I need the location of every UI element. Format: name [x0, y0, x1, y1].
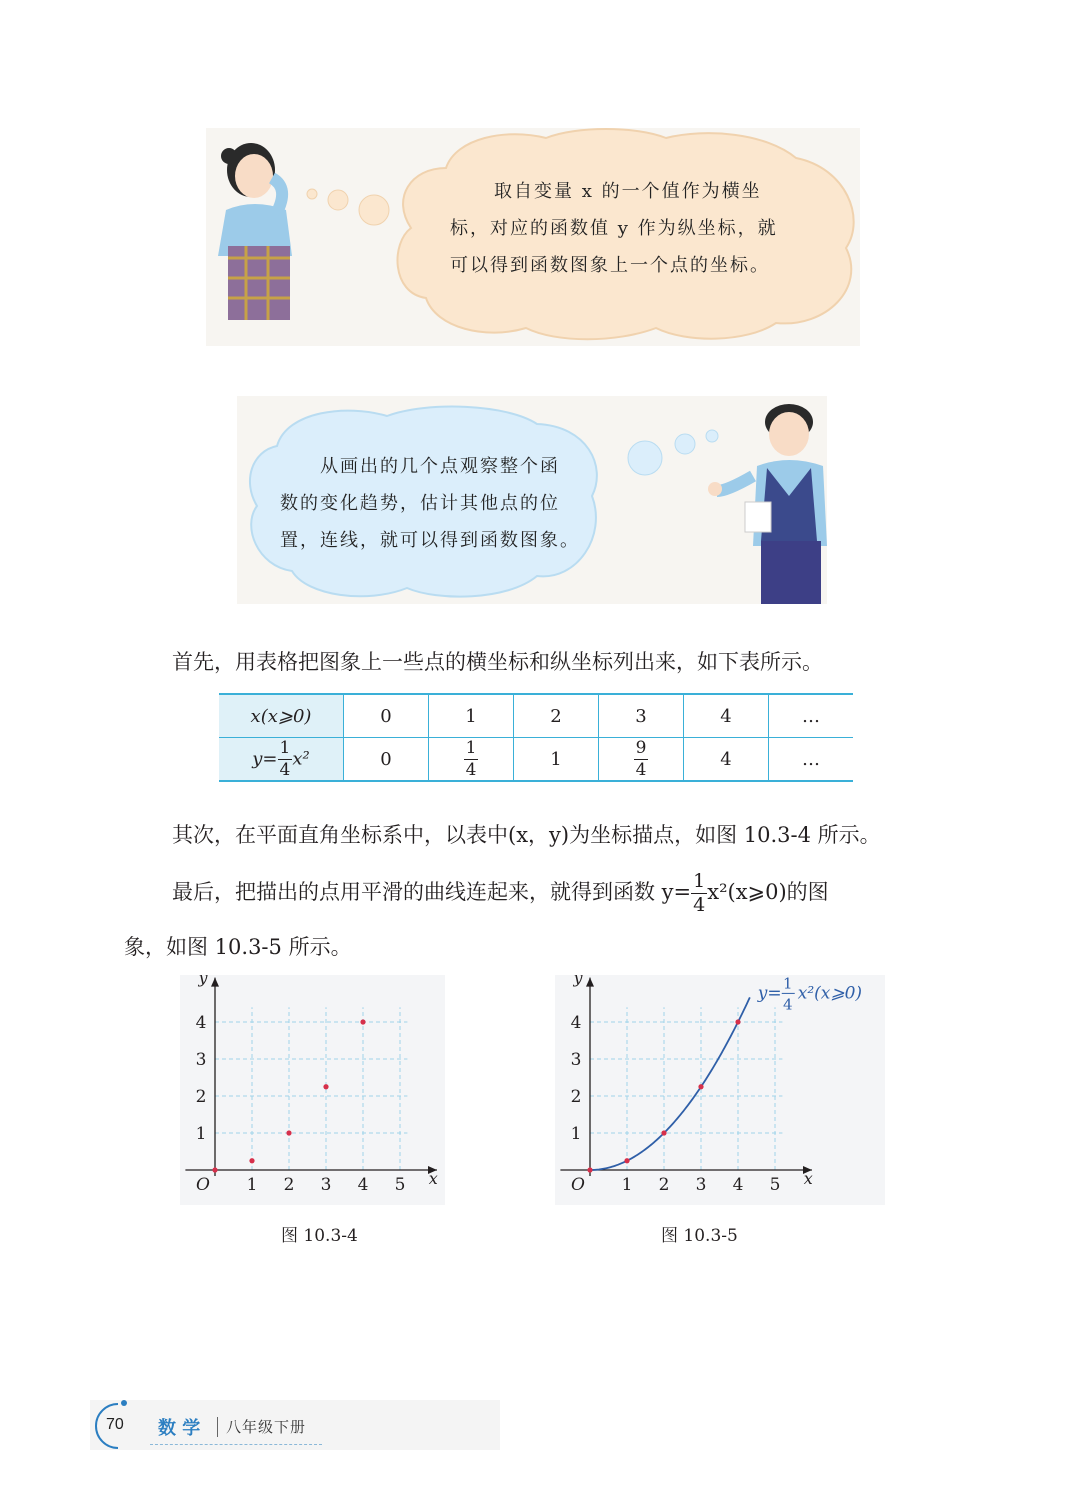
fraction: $\frac{1}{4}$ — [693, 870, 706, 916]
girl-bubble-line-2: 标，对应的函数值 y 作为纵坐标，就 — [450, 218, 778, 239]
y-tick-label: 1 — [195, 1124, 207, 1144]
paragraph-first: 首先，用表格把图象上一些点的横坐标和纵坐标列出来，如下表所示。 — [172, 650, 823, 674]
table-header-y: y= $\frac{1}{4}$ x² — [219, 738, 344, 782]
paragraph-third: 最后，把描出的点用平滑的曲线连起来，就得到函数 y= $\frac{1}{4}$ x²(x⩾0)的图 — [172, 870, 829, 916]
origin-label: O — [196, 1175, 210, 1195]
x-tick-label: 1 — [246, 1175, 258, 1195]
data-point — [624, 1158, 629, 1163]
curve-label-suffix: x²(x⩾0) — [797, 983, 863, 1004]
curve-label-denominator: 4 — [782, 995, 793, 1014]
x-axis-label: x — [803, 1169, 813, 1188]
girl-bubble-line-1: 取自变量 x 的一个值作为横坐 — [494, 181, 762, 202]
boy-bubble-line-3: 置，连线，就可以得到函数图象。 — [280, 530, 580, 551]
y-tick-label: 4 — [570, 1013, 582, 1033]
table-cell-y: … — [769, 738, 854, 782]
y-tick-label: 2 — [570, 1087, 582, 1107]
y-axis-label: y — [198, 975, 208, 988]
table-cell-x: 3 — [599, 694, 684, 738]
x-tick-label: 3 — [320, 1175, 332, 1195]
data-point — [286, 1130, 291, 1135]
footer-subject: 数 学 — [158, 1418, 201, 1439]
table-row-y — [219, 738, 853, 782]
footer-divider — [217, 1417, 218, 1437]
table-cell-y: 0 — [344, 738, 429, 782]
footer-dashed-line — [150, 1444, 322, 1445]
y-tick-label: 2 — [195, 1087, 207, 1107]
x-tick-label: 4 — [732, 1175, 744, 1195]
boy-bubble-line-2: 数的变化趋势，估计其他点的位 — [280, 493, 560, 514]
data-point — [212, 1167, 217, 1172]
table-cell-y: 4 — [684, 738, 769, 782]
boy-bubble-line-1: 从画出的几个点观察整个函 — [320, 456, 560, 477]
x-tick-label: 2 — [658, 1175, 670, 1195]
girl-bubble-line-3: 可以得到函数图象上一个点的坐标。 — [450, 255, 770, 276]
origin-label: O — [571, 1175, 585, 1195]
curve-label-prefix: y= — [757, 983, 782, 1004]
y-tick-label: 4 — [195, 1013, 207, 1033]
x-tick-label: 1 — [621, 1175, 633, 1195]
caption-figure-10-3-5: 图 10.3-5 — [661, 1226, 738, 1246]
paragraph-fourth: 象，如图 10.3-5 所示。 — [124, 935, 352, 959]
table-cell-y: 1 — [514, 738, 599, 782]
paragraph-second: 其次，在平面直角坐标系中，以表中(x，y)为坐标描点，如图 10.3-4 所示。 — [172, 823, 881, 847]
data-point — [360, 1019, 365, 1024]
table-cell-x: 4 — [684, 694, 769, 738]
footer-grade: 八年级下册 — [226, 1418, 307, 1436]
table-header-x: x(x⩾0) — [219, 694, 344, 738]
table-cell-x: … — [769, 694, 854, 738]
table-cell-x: 1 — [429, 694, 514, 738]
chart-figure-10-3-5 — [555, 975, 885, 1205]
y-tick-label: 3 — [195, 1050, 207, 1070]
x-tick-label: 3 — [695, 1175, 707, 1195]
x-tick-label: 5 — [394, 1175, 406, 1195]
x-tick-label: 5 — [769, 1175, 781, 1195]
fraction: $\frac{1}{4}$ — [279, 737, 291, 780]
table-cell-x: 0 — [344, 694, 429, 738]
table-cell-x: 2 — [514, 694, 599, 738]
value-table — [219, 693, 853, 782]
table-cell-y: $\frac{9}{4}$ — [599, 738, 684, 782]
boy-bubble-text — [280, 448, 610, 559]
x-tick-label: 4 — [357, 1175, 369, 1195]
girl-bubble-text — [450, 173, 810, 284]
caption-figure-10-3-4: 图 10.3-4 — [281, 1226, 358, 1246]
data-point — [698, 1084, 703, 1089]
page-number: 70 — [106, 1416, 124, 1433]
x-tick-label: 2 — [283, 1175, 295, 1195]
data-point — [735, 1019, 740, 1024]
x-axis-label: x — [428, 1169, 438, 1188]
data-point — [661, 1130, 666, 1135]
y-tick-label: 3 — [570, 1050, 582, 1070]
data-point — [249, 1158, 254, 1163]
y-tick-label: 1 — [570, 1124, 582, 1144]
data-point — [587, 1167, 592, 1172]
curve-label-numerator: 1 — [782, 975, 793, 993]
table-cell-y: $\frac{1}{4}$ — [429, 738, 514, 782]
data-point — [323, 1084, 328, 1089]
chart-figure-10-3-4 — [180, 975, 445, 1205]
y-axis-label: y — [573, 975, 583, 988]
table-row-x — [219, 694, 853, 738]
